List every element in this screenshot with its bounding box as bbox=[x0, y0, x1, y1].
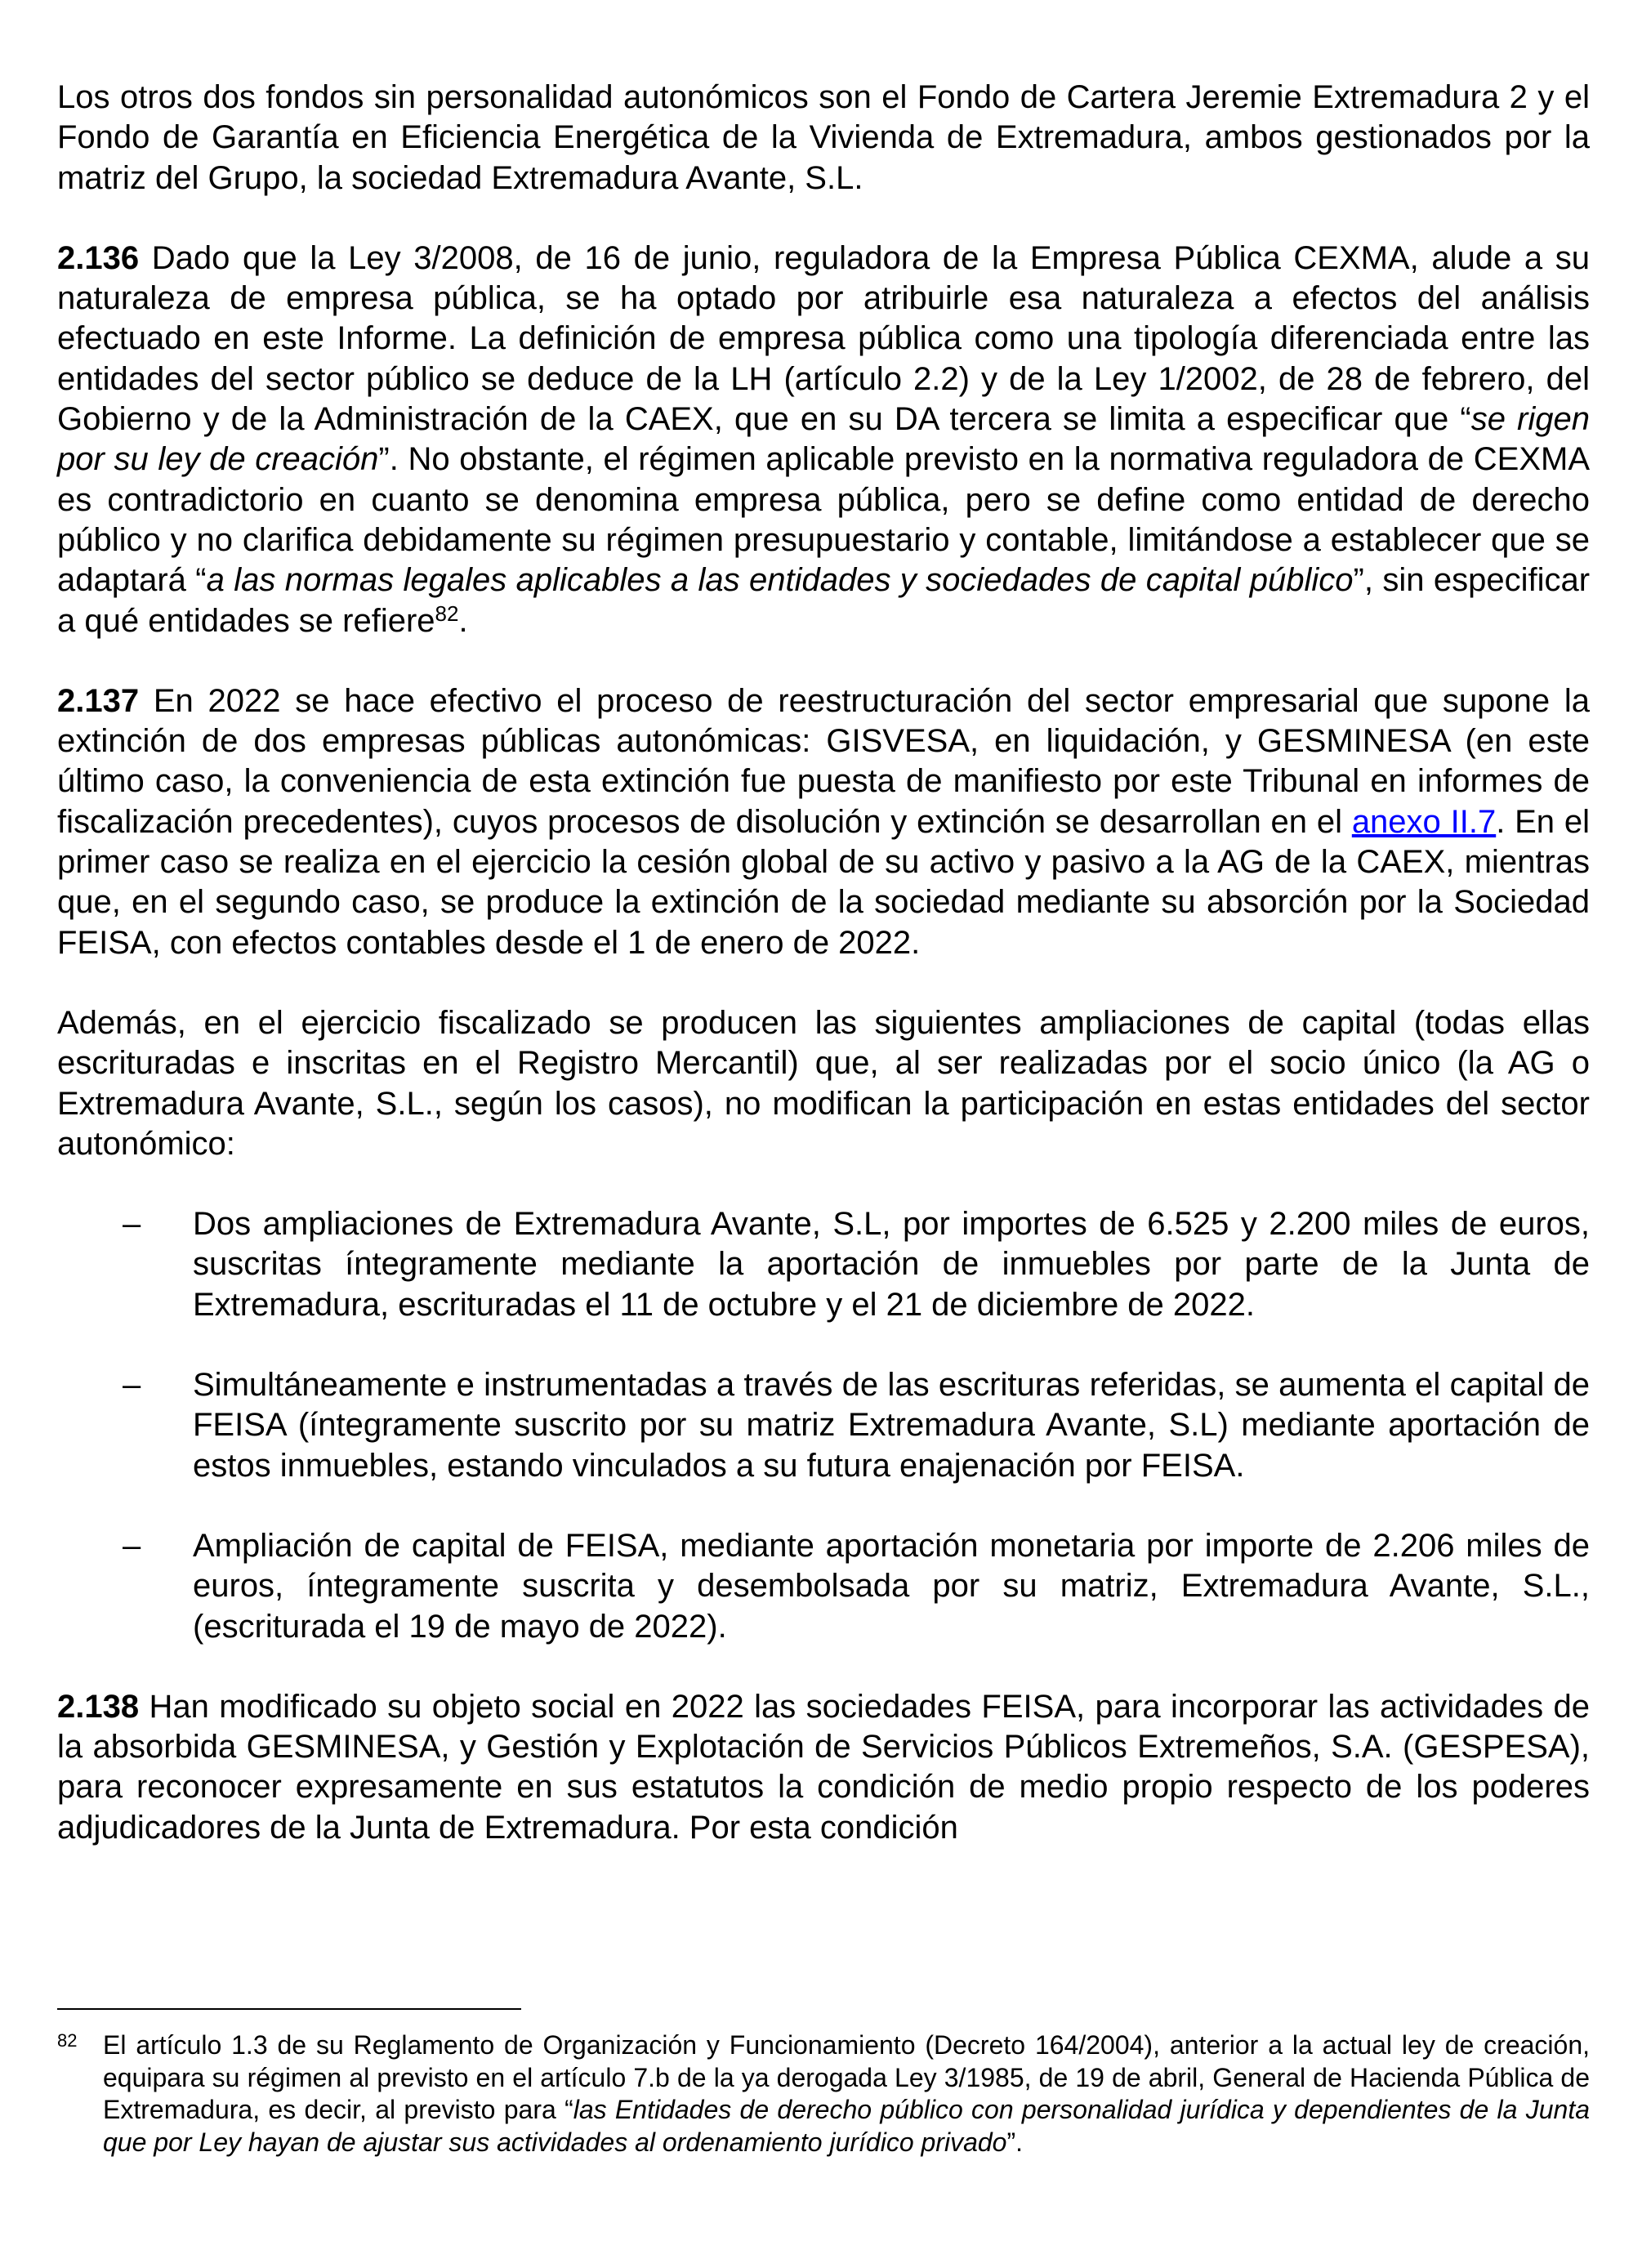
paragraph-quote: a las normas legales aplicables a las entidades y sociedades de capital público bbox=[206, 562, 1354, 599]
paragraph-2-138 bbox=[57, 1687, 1590, 1848]
footnote-text-part: El artículo 1.3 de su Reglamento de Organización y Funcionamiento (Decreto 164/2004), anterior a la actual ley de creación, equipara su régimen al previsto en el artículo 7.b de la ya derogada Ley 3/1985, de 19 de abril, General de Hacienda Pública de Extremadura, es decir, al previsto para “ bbox=[103, 2030, 1590, 2124]
list-item-text: Dos ampliaciones de Extremadura Avante, S.L, por importes de 6.525 y 2.200 miles de euros, suscritas íntegramente mediante la aportación de inmuebles por parte de la Junta de Extremadura, escrituradas el 11 de octubre y el 21 de diciembre de 2022. bbox=[193, 1206, 1590, 1323]
capital-increase-list bbox=[57, 1204, 1590, 1647]
dash-bullet-icon: – bbox=[123, 1206, 141, 1243]
footnote-marker: 82 bbox=[57, 2030, 78, 2051]
footnote-separator bbox=[57, 2008, 521, 2010]
paragraph-number: 2.136 bbox=[57, 239, 140, 276]
paragraph-text: En 2022 se hace efectivo el proceso de reestructuración del sector empresarial que supone la extinción de dos empresas públicas autonómicas: GISVESA, en liquidación, y GESMINESA (en este último caso, la conveniencia de esta extinción fue puesta de manifiesto por este Tribunal en informes de fiscalización precedentes), cuyos procesos de disolución y extinción se desarrollan en el bbox=[57, 682, 1590, 840]
list-item-text: Ampliación de capital de FEISA, mediante aportación monetaria por importe de 2.206 miles de euros, íntegramente suscrita y desembolsada por su matriz, Extremadura Avante, S.L., (escriturada el 19 de mayo de 2022). bbox=[193, 1527, 1590, 1645]
footnote-reference[interactable]: 82 bbox=[435, 601, 459, 627]
paragraph-quote: se rigen por su ley de creación bbox=[57, 401, 1591, 478]
footnote-text-part: ”. bbox=[1006, 2127, 1023, 2157]
list-item-text: Simultáneamente e instrumentadas a través de las escrituras referidas, se aumenta el capital de FEISA (íntegramente suscrito por su matriz Extremadura Avante, S.L) mediante aportación de estos inmuebles, estando vinculados a su futura enajenación por FEISA. bbox=[193, 1367, 1590, 1484]
document-body bbox=[57, 78, 1590, 1888]
paragraph-text: Dado que la Ley 3/2008, de 16 de junio, reguladora de la Empresa Pública CEXMA, alude a su naturaleza de empresa pública, se ha optado por atribuirle esa naturaleza a efectos del análisis efectuado en este Informe. La definición de empresa pública como una tipología diferenciada entre las entidades del sector público se deduce de la LH (artículo 2.2) y de la Ley 1/2002, de 28 de febrero, del Gobierno y de la Administración de la CAEX, que en su DA tercera se limita a especificar que “ bbox=[57, 239, 1590, 438]
paragraph-text: Han modificado su objeto social en 2022 las sociedades FEISA, para incorporar las actividades de la absorbida GESMINESA, y Gestión y Explotación de Servicios Públicos Extremeños, S.A. (GESPESA), para reconocer expresamente en sus estatutos la condición de medio propio respecto de los poderes adjudicadores de la Junta de Extremadura. Por esta condición bbox=[57, 1688, 1590, 1846]
paragraph-text: ”, sin especificar a qué entidades se refiere bbox=[57, 562, 1591, 639]
paragraph-number: 2.137 bbox=[57, 682, 140, 719]
footnote-text bbox=[57, 2029, 1590, 2159]
paragraph-2-137 bbox=[57, 681, 1590, 963]
list-item bbox=[57, 1526, 1590, 1647]
footnote-82 bbox=[57, 2029, 1590, 2159]
paragraph-text: Además, en el ejercicio fiscalizado se producen las siguientes ampliaciones de capital (todas ellas escrituradas e inscritas en el Registro Mercantil) que, al ser realizadas por el socio único (la AG o Extremadura Avante, S.L., según los casos), no modifican la participación en estas entidades del sector autonómico: bbox=[57, 1004, 1590, 1162]
list-item bbox=[57, 1365, 1590, 1486]
paragraph-number: 2.138 bbox=[57, 1688, 140, 1725]
paragraph-text: ”. No obstante, el régimen aplicable previsto en la normativa reguladora de CEXMA es contradictorio en cuanto se denomina empresa pública, pero se define como entidad de derecho público y no clarifica debidamente su régimen presupuestario y contable, limitándose a establecer que se adaptará “ bbox=[57, 441, 1591, 599]
dash-bullet-icon: – bbox=[123, 1367, 141, 1404]
footnote-quote: las Entidades de derecho público con personalidad jurídica y dependientes de la Junta que por Ley hayan de ajustar sus actividades al ordenamiento jurídico privado bbox=[103, 2095, 1590, 2157]
paragraph-text: . bbox=[458, 602, 468, 639]
annex-link[interactable]: anexo II.7 bbox=[1351, 803, 1497, 840]
paragraph-intro-text: Los otros dos fondos sin personalidad autonómicos son el Fondo de Cartera Jeremie Extremadura 2 y el Fondo de Garantía en Eficiencia Energética de la Vivienda de Extremadura, ambos gestionados por la matriz del Grupo, la sociedad Extremadura Avante, S.L. bbox=[57, 79, 1590, 196]
paragraph-text: . En el primer caso se realiza en el ejercicio la cesión global de su activo y pasivo a la AG de la CAEX, mientras que, en el segundo caso, se produce la extinción de la sociedad mediante su absorción por la Sociedad FEISA, con efectos contables desde el 1 de enero de 2022. bbox=[57, 803, 1591, 961]
paragraph-2-136 bbox=[57, 239, 1590, 641]
dash-bullet-icon: – bbox=[123, 1527, 141, 1564]
paragraph-capital-increases bbox=[57, 1003, 1590, 1164]
paragraph-intro bbox=[57, 78, 1590, 199]
list-item bbox=[57, 1204, 1590, 1325]
